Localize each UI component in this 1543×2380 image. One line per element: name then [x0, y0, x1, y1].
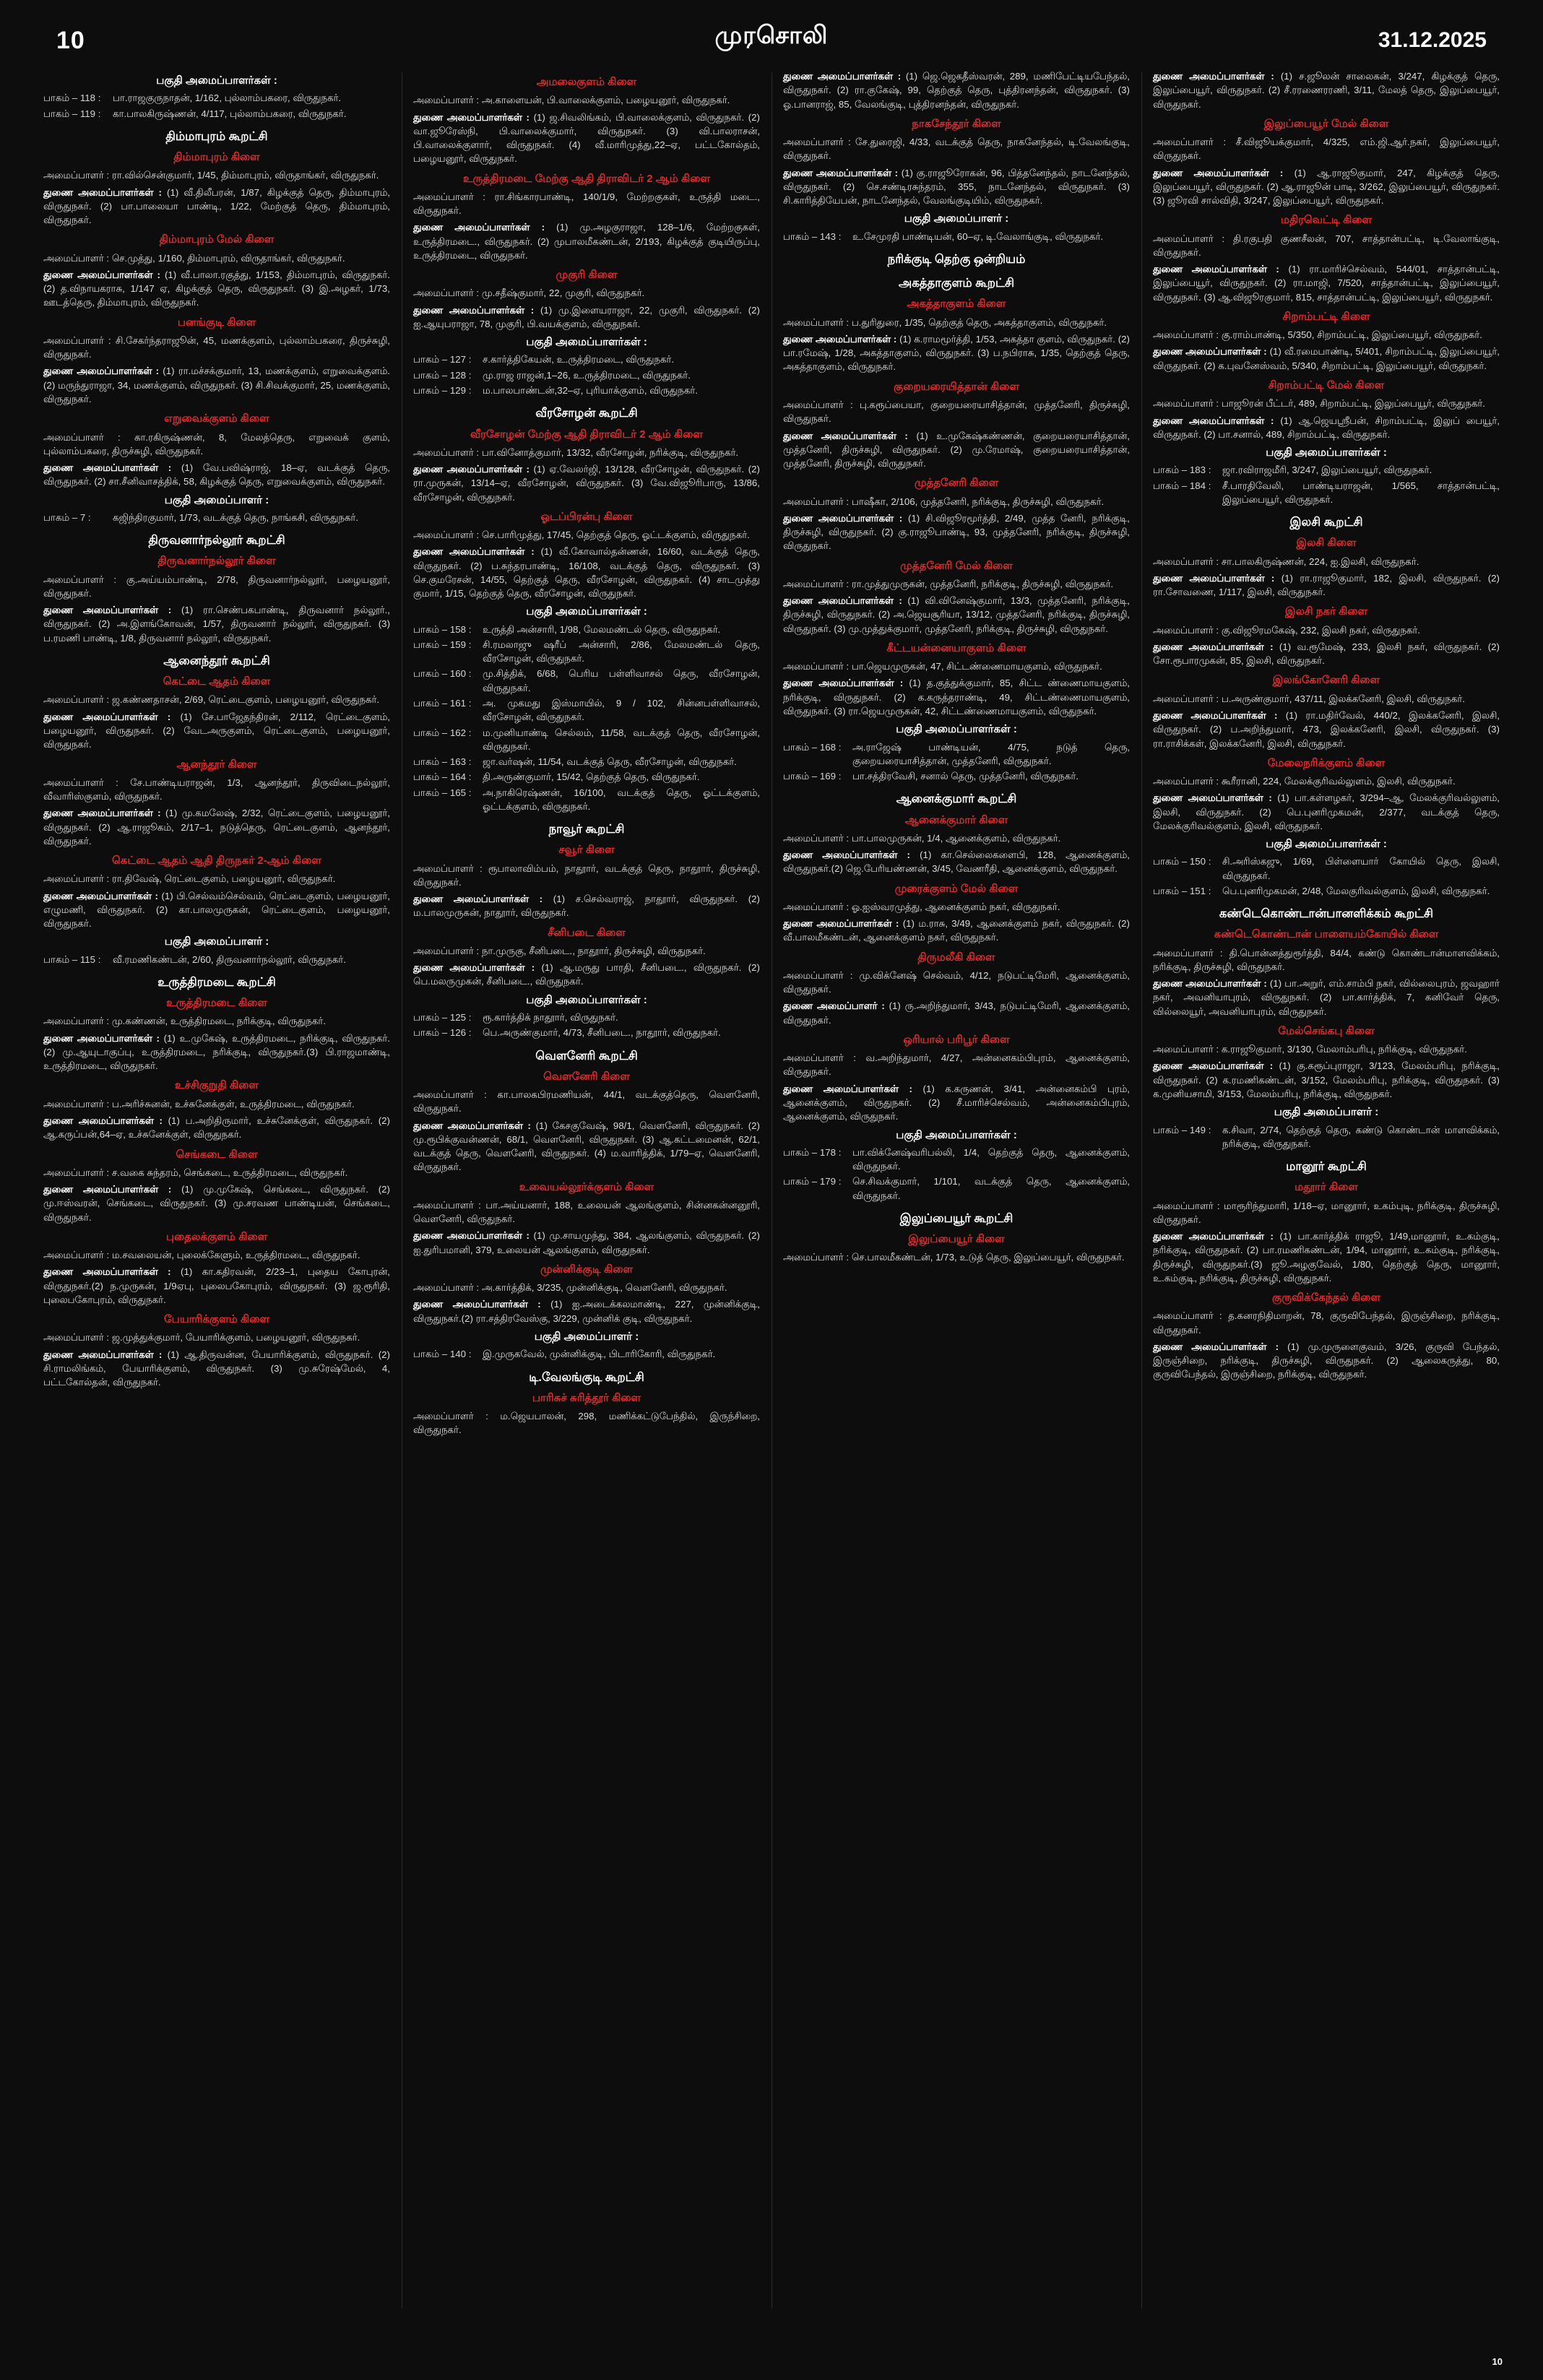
part-organiser-row [1153, 463, 1500, 477]
organiser-paragraph: அமைப்பாளர் : சே.பாண்டியராஜன், 1/3, ஆனந்தூர், திருவிடைநல்லூர், வீவாரிஸ்குளம், விருதுநகர். [43, 776, 390, 802]
part-organiser-name: சி.ரமலாஜு ஷரீப் அன்சாரி, 2/86, மேலமண்டல் தெரு, வீரசோழன், விருதுநகர். [483, 639, 760, 665]
ward-heading: மானூர் கூறட்சி [1286, 1160, 1367, 1174]
part-organiser-row [413, 368, 760, 382]
part-organiser-row [783, 740, 1130, 769]
part-number: பாகம் – 150 : [1153, 856, 1211, 867]
organiser-paragraph: துணை அமைப்பாளர்கள் : (1) வ.ரூமேஷ், 233, இலசி நகர், விருதுநகர். (2) சோ.ரூபாரமுகன், 85, இலசி, விருதுநகர். [1153, 641, 1500, 667]
branch-heading: முகுரி கிளை [556, 269, 618, 282]
part-organiser-name: கஜிந்திரகுமார், 1/73, வடக்குத் தெரு, நாங்கசி, விருதுநகர். [113, 511, 359, 523]
branch-heading: இலுப்பையூர் கிளை [908, 1233, 1005, 1246]
organiser-paragraph: அமைப்பாளர் : மு.விக்னேஷ் செல்வம், 4/12, நடுபட்டிமேரி, ஆனைக்குளம், விருதுநகர். [783, 969, 1130, 995]
part-organiser-row [783, 230, 1130, 243]
branch-heading: இலசி கிளை [1296, 537, 1357, 550]
organiser-paragraph: அமைப்பாளர் : பா.பாலமுருகன், 1/4, ஆனைக்குளம், விருதுநகர். [783, 832, 1061, 844]
branch-heading: வௌனேரி கிளை [543, 1070, 630, 1083]
organiser-paragraph: துணை அமைப்பாளர்கள் : (1) ஆ.ஜெயஸ்ரீபன், சிறாம்பட்டி, இலுப் பையூர், விருதுநகர். (2) பா.சனால், 489, சிறாம்பட்டி, விருதுநகர். [1153, 415, 1500, 440]
ward-heading: அகத்தாகுளம் கூறட்சி [898, 277, 1015, 290]
part-number: பாகம் – 149 : [1153, 1124, 1211, 1135]
organiser-paragraph: அமைப்பாளர் : ரூபாலாவிம்பம், நாதூார், வடக்குத் தெரு, நாதூார், திருச்சுழி, விருதுநகர். [413, 862, 760, 888]
organiser-paragraph: அமைப்பாளர் : ச.வகை சுந்தரம், செங்கடை, உருத்திரமடை, விருதுநகர். [43, 1167, 348, 1178]
organiser-paragraph: அமைப்பாளர் : ம.ஜெயபாலன், 298, மணிக்கட்டுபேந்தில், இருந்சிறை, விருதுநகர். [413, 1411, 760, 1436]
organiser-paragraph: அமைப்பாளர் : அ.கார்த்திக், 3/235, முன்னிக்குடி, வௌனேரி, விருதுநகர். [413, 1282, 727, 1294]
organiser-paragraph: அமைப்பாளர் : வ.அறிந்துமார், 4/27, அன்னைகம்பிபுரம், ஆனைக்குளம், விருதுநகர். [783, 1052, 1130, 1078]
part-number: பாகம் – 162 : [413, 727, 472, 738]
branch-heading: முத்தனேரி மேல் கிளை [900, 559, 1013, 572]
branch-heading: அமலைகுளம் கிளை [536, 76, 637, 88]
part-organiser-name: பெ.அருண்குமார், 4/73, சீனிபடை., நாதூார், விருதுநகர். [483, 1027, 721, 1039]
organiser-paragraph: துணை அமைப்பாளர்கள் : (1) மு.அழகுராஜா, 128–1/6, மேற்றகுகள், உருத்திரமடை., விருதுநகர். (2) முபாலமீகண்டன், 2/193, கிழக்குத் குடியிருப்பு, உருத்திரமடை, விருதுநகர். [413, 222, 760, 261]
branch-heading: மேலைநரிக்குளம் கிளை [1267, 756, 1386, 769]
part-organiser-row [413, 786, 760, 814]
organiser-paragraph: துணை அமைப்பாளர்கள் : (1) பி.செல்வம்செல்வம், ரெட்டைகுளம், பழையனூர், எழுமணி, விருதுநகர். (2) கா.பாலமுருகன், ரெட்டைகுளம், பழையனூர், விருதுநகர். [43, 890, 390, 930]
ward-heading: நாவூர் கூறட்சி [548, 823, 625, 836]
organiser-paragraph: துணை அமைப்பாளர்கள் : (1) உ.முகேஷ்கண்ணன், குறையரையாசித்தான், முத்தனேரி, திருச்சுழி, விருதுநகர். (2) மு.ரேமாஷ், குறையரையாசித்தான், முத்தனேரி, திருச்சுழி, விருதுநகர். [783, 430, 1130, 469]
part-organiser-name: வீ.ரமணிகண்டன், 2/60, திருவனார்நல்லூர், விருதுநகர். [113, 953, 346, 965]
part-organiser-name: மு.சித்திக், 6/68, பெரிய பள்ளிவாசல் தெரு, வீரசோழன், விருதுநகர். [483, 668, 760, 693]
ward-heading: ஆனைந்தூர் கூறட்சி [163, 654, 270, 667]
part-number: பாகம் – 125 : [413, 1011, 472, 1023]
part-organiser-row [1153, 854, 1500, 883]
part-organiser-row [413, 1347, 760, 1361]
part-number: பாகம் – 128 : [413, 369, 472, 381]
part-number: பாகம் – 163 : [413, 756, 472, 768]
part-organiser-name: தி.அருண்குமார், 15/42, தெற்குத் தெரு, விருதுநகர். [483, 771, 700, 783]
organiser-paragraph: அமைப்பாளர் : பா.அய்யனார், 188, உலையன் ஆலங்குளம், சின்னகன்னனூரி, வௌனேரி, விருதுநகர். [413, 1199, 760, 1225]
organiser-paragraph: அமைப்பாளர் : ப.அரிச்சுனன், உச்சுனேக்குள், உருத்திரமடை, விருதுநகர். [43, 1098, 355, 1109]
organiser-paragraph: துணை அமைப்பாளர்கள் : (1) ஆ.மருது பாரதி, சீனிபடை., விருதுநகர். (2) பெ.மலருமுகன், சீனிபடை., விருதுநகர். [413, 962, 760, 987]
part-organiser-row [413, 726, 760, 754]
part-organiser-name: உ.சேமுரதி பாண்டியன், 60–ஏ, டி.வேலாங்குடி, விருதுநகர். [852, 230, 1104, 242]
organiser-paragraph: அமைப்பாளர் : ரா.வில்சென்குமார், 1/45, திம்மாபுரம், விருதாங்கர், விருதுநகர். [43, 170, 379, 181]
section-subheading: பகுதி அமைப்பாளர் : [904, 212, 1009, 225]
branch-heading: சீனிபடை கிளை [548, 926, 626, 939]
part-organiser-row [413, 770, 760, 784]
organiser-paragraph: துணை அமைப்பாளர்கள் : (1) மு.முருளைகுவம், 3/26, குருவி பேந்தல், இருஞ்சிறை, நரிக்குடி, திருச்சுழி, விருதுநகர். (2) ஆலைகருத்து, 80, குருவிபேந்தல், இருஞ்சிறை, நரிக்குடி, விருதுநகர். [1153, 1341, 1500, 1380]
section-subheading: பகுதி அமைப்பாளர்கள் : [1266, 838, 1387, 851]
organiser-paragraph: துணை அமைப்பாளர்கள் : (1) ஆ.திருவன்ன, பேயாரிக்குளம், விருதுநகர். (2) சி.ராமலிங்கம், பேயாரிக்குளம், விருதுநகர். (3) மு.சுரேஷ்மேல், 4, பட்டகோல்தன், விருதுநகர். [43, 1349, 390, 1388]
text-column [402, 69, 772, 2316]
part-number: பாகம் – 158 : [413, 623, 472, 635]
organiser-paragraph: துணை அமைப்பாளர்கள் : (1) கா.கதிரவன், 2/23–1, புதைய கோபுரன், விருதுநகர்.(2) ந.முருகன், 1/9ஏபு, புலைபகோபுரம், விருதுநகர். (3) ஜ.ரூரிதி, புலைபகோபுரம், விருதுநகர். [43, 1266, 390, 1305]
organiser-paragraph: அமைப்பாளர் : க.ராஜூகுமார், 3/130, மேலாம்பரிபு, நரிக்குடி, விருதுநகர். [1153, 1044, 1467, 1055]
part-organiser-name: பெ.புனரிமுகமன், 2/48, மேலகுரிவல்குளம், இலசி, விருதுநகர். [1222, 885, 1490, 896]
organiser-paragraph: அமைப்பாளர் : கா.ரகிருஷ்ணன், 8, மேலத்தெரு, எறுவைக் குளம், புல்லாம்பகரை, திருச்சுழி, விருதுநகர். [43, 431, 390, 456]
part-number: பாகம் – 118 : [43, 92, 101, 104]
branch-heading: குருவிக்கேந்தல் கிளை [1271, 1291, 1381, 1304]
part-number: பாகம் – 165 : [413, 787, 472, 798]
part-organiser-row [783, 1146, 1130, 1174]
organiser-paragraph: துணை அமைப்பாளர்கள் : (1) வீ.பாலா.ரகுத்து, 1/153, திம்மாபுரம், விருதுநகர். (2) த.விநாயகராசு, 1/147 ஏ, கிழக்குத் தெரு, விருதுநகர். (3) இ.அழகர், 1/73, ஊடத்தெரு, திம்மாபுரம், விருதுநகர். [43, 269, 390, 308]
organiser-paragraph: அமைப்பாளர் : சே.துரைஜி, 4/33, வடக்குத் தெரு, நாகனேந்தல், டி.வேலங்குடி, விருதுநகர். [783, 137, 1130, 162]
part-organiser-name: பா.விக்னேஷ்வரிபல்லி, 1/4, தெற்குத் தெரு, ஆனைக்குளம், விருதுநகர். [852, 1146, 1130, 1172]
branch-heading: திம்மாபுரம் கிளை [173, 151, 260, 164]
organiser-paragraph: துணை அமைப்பாளர்கள் : (1) த.குத்துக்குமார், 85, சிட்ட ண்ணைமாயகுளம், நரிக்குடி, விருதுநகர். (2) க.கருத்தராண்டி, 49, சிட்டண்ணைமாயகுளம், விருதுநகர். (3) ரா.ஜெயமுருகன், 42, சிட்டண்ணைமாயகுளம், விருதுநகர். [783, 678, 1130, 717]
part-number: பாகம் – 151 : [1153, 885, 1211, 896]
part-organiser-name: ஜா.ரவிராஜமீரி, 3/247, இலுப்பையூர், விருதுநகர். [1222, 464, 1432, 476]
organiser-paragraph: அமைப்பாளர் : கூரீரானி, 224, மேலக்குரிவல்லுளம், இலசி, விருதுநகர். [1153, 776, 1456, 787]
section-subheading: பகுதி அமைப்பாளர்கள் : [1266, 446, 1387, 459]
organiser-paragraph: துணை அமைப்பாளர்கள் : (1) ப.அறிதிருமார், உச்சுனேக்குள், விருதுநகர். (2) ஆ.கருப்பன்,64–ஏ, உச்சுனேக்குள், விருதுநகர். [43, 1115, 390, 1141]
organiser-paragraph: துணை அமைப்பாளர்கள் : (1) மு.இளையராஜா, 22, முகுரி, விருதுநகர். (2) ஐ.ஆயுபராஜா, 78, முகுரி, பி.வயக்குளம், விருதுநகர். [413, 304, 760, 329]
part-organiser-name: சி.அரிஸ்கஜு, 1/69, பிள்ளையார் கோயில் தெரு, இலசி, விருதுநகர். [1222, 856, 1500, 881]
organiser-paragraph: துணை அமைப்பாளர்கள் : (1) ரா.மச்சக்குமார், 13, மணக்குளம், எறுவைக்குளம். (2) மருந்துராஜா, 34, மணக்குளம், விருதுநகர். (3) சி.சிவக்குமார், 25, மணக்குளம், விருதுநகர். [43, 365, 390, 404]
part-organiser-name: அ.நாகிரெஷ்ணன், 16/100, வடக்குத் தெரு, ஓட்டக்குளம், ஓட்டக்குளம், விருதுநகர். [483, 787, 760, 812]
branch-heading: சிறாம்பட்டி மேல் கிளை [1268, 379, 1385, 391]
branch-heading: சிறாம்பட்டி கிளை [1282, 310, 1370, 323]
part-organiser-name: செ.சிவக்குமார், 1/101, வடக்குத் தெரு, ஆனைக்குளம், விருதுநகர். [852, 1176, 1130, 1201]
ward-heading: இலுப்பையூர் கூறட்சி [899, 1211, 1013, 1225]
organiser-paragraph: அமைப்பாளர் : நா.முருகு, சீனிபடை., நாதூார், திருச்சுழி, விருதுநகர். [413, 945, 706, 956]
branch-heading: முன்னிக்குடி கிளை [540, 1263, 634, 1276]
part-organiser-row [1153, 479, 1500, 507]
organiser-paragraph: அமைப்பாளர் : சி.சேகர்ந்தராஜூன், 45, மணக்குளம், புல்லாம்பகரை, திருச்சுழி, விருதுநகர். [43, 334, 390, 360]
ward-heading: வீரசோழன் கூறட்சி [535, 407, 638, 420]
ward-heading: ஆனைக்குமார் கூறட்சி [896, 792, 1017, 806]
organiser-paragraph: துணை அமைப்பாளர்கள் : (1) ஜ.சிவலிங்கம், பி.வாலைக்குளம், விருதுநகர். (2) வா.ஜூரேஸ்நி, பி.வாலைக்குமார், விருதுநகர். (3) வி.பாலராசன், பி.வாலைக்குளார், விருதுநகர். (4) வீ.மாரிமுத்து,22–ஏ, பட்டகோல்தம், பழையனூர், விருதுநகர். [413, 111, 760, 165]
branch-heading: ஆனைக்குமார் கிளை [904, 813, 1008, 826]
organiser-paragraph: துணை அமைப்பாளர்கள் : (1) ச.ஜூலன் சாலைகன், 3/247, கிழக்குத் தெரு, இலுப்பையூர், விருதுநகர். (2) சீ.ரரணைரரணி, 3/11, மேலத் தெரு, இலுப்பையூர், விருதுநகர். [1153, 71, 1500, 110]
part-organiser-name: சீ.பாரதிவேலி, பாண்டியராஜன், 1/565, சாத்தான்பட்டி, இலுப்பையூர், விருதுநகர். [1222, 480, 1500, 505]
organiser-paragraph: துணை அமைப்பாளர்கள் : (1) கு.கரூப்புராஜா, 3/123, மேலம்பரிபு, நரிக்குடி, விருதுநகர். (2) க.ரமணிகண்டன், 3/152, மேலம்பரிபு, நரிக்குடி, விருதுநகர். (3) க.முனியசாமி, 3/153, மேலம்பரிபு, நரிக்குடி, விருதுநகர். [1153, 1060, 1500, 1100]
article-columns [0, 62, 1543, 2330]
branch-heading: புதைலக்குளம் கிளை [165, 1230, 268, 1243]
ward-heading: இலசி கூறட்சி [1289, 516, 1363, 529]
branch-heading: ஒரியால் பரிபூர் கிளை [903, 1033, 1010, 1046]
part-organiser-name: ச.கார்த்திகேயன், உ.ருத்திரமடை, விருதுநகர். [483, 354, 675, 365]
part-number: பாகம் – 183 : [1153, 464, 1211, 476]
organiser-paragraph: அமைப்பாளர் : ரா.சிங்காரபாண்டி, 140/1/9, மேற்றகுகள், உருத்தி மடை., விருதுநகர். [413, 191, 760, 217]
organiser-paragraph: துணை அமைப்பாளர்கள் : (1) பா.கள்ளழகர், 3/294–ஆ, மேலக்குரிவல்லுளம், இலசி, விருதுநகர். (2) பெ.புனரிமுகமன், 2/377, வடக்குத் தெரு, மேலக்குரிவல்குளம், இலசி, விருதுநகர். [1153, 792, 1500, 831]
branch-heading: கெட்டை ஆதம் கிளை [163, 675, 271, 688]
organiser-paragraph: துணை அமைப்பாளர்கள் : (1) உ.முகேஷ், உருத்திரமடை, நரிக்குடி, விருதுநகர்.(2) மு.ஆயுடாகுப்பு, உருத்திரமடை, நரிக்குடி, விருதுநகர்.(3) பி.ராஜமாண்டி, உருத்திரமடை, விருதுநகர். [43, 1032, 390, 1072]
part-organiser-row [413, 1011, 760, 1024]
branch-heading: திம்மாபுரம் மேல் கிளை [159, 233, 275, 246]
part-number: பாகம் – 126 : [413, 1027, 472, 1039]
ward-heading: திம்மாபுரம் கூறட்சி [165, 129, 268, 143]
ward-heading: நரிக்குடி தெற்கு ஒன்றியம் [887, 252, 1026, 266]
section-subheading: பகுதி அமைப்பாளர்கள் : [896, 1128, 1017, 1141]
organiser-paragraph: துணை அமைப்பாளர்கள் : (1) சி.விஜூரமூர்த்தி, 2/49, முத்த னேரி, நரிக்குடி, திருச்சுழி, விருதுநகர். (2) கு.ராஜூபாண்டி, 93, முத்தனேரி, நரிக்குடி, திருச்சுழி, விருதுநகர். [783, 512, 1130, 552]
section-subheading: பகுதி அமைப்பாளர்கள் : [526, 336, 647, 349]
organiser-paragraph: அமைப்பாளர் : ஓ.ஐஸ்வரமுத்து, ஆனைக்குளம் நகர், விருதுநகர். [783, 901, 1060, 912]
branch-heading: கெட்டை ஆதம் ஆதி திருநகர் 2-ஆம் கிளை [112, 854, 321, 867]
organiser-paragraph: துணை அமைப்பாளர்கள் : (1) ரா.மதிர்வேல், 440/2, இலக்கனேரி, இலசி, விருதுநகர். (2) ப.அறிந்துமார், 473, இலக்கனேரி, இலசி, விருதுநகர். (3) ரா.ராசிக்கள், இலக்கனேரி, இலசி, விருதுநகர். [1153, 709, 1500, 749]
branch-heading: கண்டெகொண்டான் பாளையம்கோயில் கிளை [1214, 928, 1439, 941]
branch-heading: ஆனந்தூர் கிளை [176, 758, 257, 771]
part-organiser-row [413, 755, 760, 769]
part-number: பாகம் – 143 : [783, 230, 842, 242]
section-subheading: பகுதி அமைப்பாளர் : [1274, 1106, 1379, 1119]
organiser-paragraph: துணை அமைப்பாளர்கள் : (1) மு.கமலேஷ், 2/32, ரெட்டைகுளம், பழையனூர், விருதுநகர். (2) ஆ.ராஜூகம், 2/17–1, நடுத்தெரு, ரெட்டைகுளம், ஆனந்தூர், விருதுநகர். [43, 808, 390, 847]
part-number: பாகம் – 7 : [43, 511, 91, 523]
branch-heading: கீட்டயன்னையாகுளம் கிளை [886, 641, 1026, 654]
branch-heading: மதூார் கிளை [1295, 1181, 1358, 1194]
organiser-paragraph: துணை அமைப்பாளர்கள் : (1) பா.அறுர், எம்.சாம்பி நகர், வில்லைபுரம், ஜவஹார் நகர், அவனியாபுரம், விருதுநகர். (2) பா.கார்த்திக், 7, கனிவேர் தெரு, வில்லையூர், அவனியாபுரம், விருதுநகர். [1153, 978, 1500, 1017]
organiser-paragraph: அமைப்பாளர் : செ.பாரிமுத்து, 17/45, தெற்குத் தெரு, ஓட்டக்குளம், விருதுநகர். [413, 529, 750, 541]
organiser-paragraph: அமைப்பாளர் : கு.அய்யம்பாண்டி, 2/78, திருவனார்நல்லூர், பழையனூர், விருதுநகர். [43, 574, 390, 599]
organiser-paragraph: அமைப்பாளர் : கா.பாலகபிரமணியன், 44/1, வடக்குத்தெரு, வௌனேரி, விருதுநகர். [413, 1089, 760, 1115]
branch-heading: குறையரையித்தான் கிளை [894, 380, 1019, 393]
text-column [32, 69, 402, 2316]
part-organiser-row [413, 638, 760, 666]
organiser-paragraph: அமைப்பாளர் : பாஷீகா, 2/106, முத்தனேரி, நரிக்குடி, திருச்சுழி, விருதுநகர். [783, 496, 1105, 507]
organiser-paragraph: துணை அமைப்பாளர்கள் : (1) ம.ராசு, 3/49, ஆனைக்குளம் நகர், விருதுநகர். (2) வீ.பாலமீகண்டன், ஆனைக்குளம் நகர், விருதுநகர். [783, 918, 1130, 943]
organiser-paragraph: துணை அமைப்பாளர்கள் : (1) ஐ.அடைக்கலமாண்டி, 227, முன்னிக்குடி, விருதுநகர்.(2) ரா.சத்திரவேஸ்கு, 3/229, முன்னிக் குடி, விருதுநகர். [413, 1299, 760, 1324]
masthead-title: முரசொலி [714, 22, 829, 49]
branch-heading: மதிரவெட்டி கிளை [1280, 214, 1373, 227]
part-organiser-name: அ.ராஜேஷ் பாண்டியன், 4/75, நடுத் தெரு, குறையரையாசித்தான், முத்தனேரி, விருதுநகர். [852, 741, 1130, 766]
part-number: பாகம் – 161 : [413, 697, 472, 709]
text-column [772, 69, 1141, 2316]
organiser-paragraph: துணை அமைப்பாளர்கள் : (1) ரா.மாரிச்செல்வம், 544/01, சாத்தான்பட்டி, இலுப்பையூர், விருதுநகர். (2) ரா.மாஜி, 7/520, சாத்தான்பட்டி, இலுப்பையூர், விருதுநகர். (3) ஆ.விஜூரகுமார், 815, சாத்தான்பட்டி, இலுப்பையூர், விருதுநகர். [1153, 264, 1500, 303]
ward-heading: கண்டெகொண்டான்பானளிக்கம் கூறட்சி [1219, 907, 1434, 921]
organiser-paragraph: துணை அமைப்பாளர்கள் : (1) கா.செல்லைகளைபி, 128, ஆனைக்குளம், விருதுநகர்.(2) ஜெ.பேரியண்ணன், 3/45, வேணரீதி, ஆனைக்குளம், விருதுநகர். [783, 849, 1130, 875]
part-number: பாகம் – 129 : [413, 384, 472, 396]
part-organiser-row [43, 91, 390, 105]
organiser-paragraph: துணை அமைப்பாளர்கள் : (1) பா.கார்த்திக் ராஜூ, 1/49,மானூார், உ.கம்குடி, நரிக்குடி, விருதுநகர். (2) பா.ரமணிகண்டன், 1/94, மானூார், உ.கம்குடி, நரிக்குடி, திருச்சுழி, விருதுநகர்.(3) ஜூ.அழகுவேல், 1/80, தெற்குத் தெரு, மானூார், உ.கம்குடி, நரிக்குடி, திருச்சுழி, விருதுநகர். [1153, 1231, 1500, 1284]
part-organiser-row [783, 1174, 1130, 1203]
ward-heading: டி.வேலங்குடி கூறட்சி [529, 1370, 644, 1384]
part-number: பாகம் – 168 : [783, 741, 842, 753]
branch-heading: எறுவைக்குளம் கிளை [164, 412, 269, 425]
organiser-paragraph: துணை அமைப்பாளர்கள் : (1) கு.ராஜூரோகன், 96, பித்தனேந்தல், நாடனேந்தல், விருதுநகர். (2) செ.சண்டிரசுந்தரம், 355, நாடனேந்தல், விருதுநகர். (3) சி.காரித்தியேபன், நாடனேந்தல், வேலங்குடியிம், விருதுநகர். [783, 167, 1130, 207]
organiser-paragraph: அமைப்பாளர் : அ.காளையன், பி.வாலைக்குளம், பழையனூர், விருதுநகர். [413, 95, 730, 106]
ward-heading: திருவனார்நல்லூர் கூறட்சி [148, 534, 285, 548]
section-subheading: பகுதி அமைப்பாளர் : [164, 935, 269, 948]
masthead [0, 0, 1543, 62]
branch-heading: இலுப்பையூர் மேல் கிளை [1263, 117, 1389, 130]
organiser-paragraph: துணை அமைப்பாளர்கள் : (1) ஏ.வேலர்ஜி, 13/128, வீரசோழன், விருதுநகர். (2) ரா.முருகன், 13/14–ஏ, வீரசோழன், விருதுநகர். (3) வே.விஜூரிபாரு, 13/86, வீரசோழன், விருதுநகர். [413, 464, 760, 503]
part-number: பாகம் – 119 : [43, 108, 101, 119]
branch-heading: ஓடப்பிரன்பு கிளை [540, 510, 633, 523]
part-number: பாகம் – 179 : [783, 1176, 842, 1187]
part-number: பாகம் – 115 : [43, 953, 101, 965]
organiser-paragraph: அமைப்பாளர் : பாஜூரன் பீட்டர், 489, சிறாம்பட்டி, இலுப்பையூர், விருதுநகர். [1153, 398, 1486, 410]
organiser-paragraph: துணை அமைப்பாளர்கள் : (1) வி.வினேஷ்குமார், 13/3, முத்தனேரி, நரிக்குடி, திருச்சுழி, விருதுநகர். (2) அ.ஜெயசூரியா, 13/12, முத்தனேரி, நரிக்குடி, திருச்சுழி, விருதுநகர். (3) மு.முத்துக்குமார், முத்தனேரி, நரிக்குடி, திருச்சுழி, விருதுநகர். [783, 595, 1130, 634]
branch-heading: நாகசேந்தூர் கிளை [912, 117, 1001, 130]
branch-heading: உருத்திரமடை கிளை [166, 997, 267, 1010]
organiser-paragraph: அமைப்பாளர் : சா.பாலகிருஷ்ணன், 224, ஐ.இலசி, விருதுநகர். [1153, 555, 1419, 567]
organiser-paragraph: அமைப்பாளர் : கு.ராம்பாண்டி, 5/350, சிறாம்பட்டி, இலுப்பையூர், விருதுநகர். [1153, 329, 1482, 341]
part-organiser-row [413, 384, 760, 397]
part-organiser-name: பா.சத்திரவேசி, சனால் தெரு, முத்தனேரி, விருதுநகர். [852, 771, 1079, 782]
branch-heading: பாரிசுச் சுரித்தூர் கிளை [532, 1391, 641, 1404]
part-organiser-row [43, 511, 390, 524]
section-subheading: பகுதி அமைப்பாளர் : [164, 493, 269, 506]
section-subheading: பகுதி அமைப்பாளர்கள் : [526, 605, 647, 618]
organiser-paragraph: துணை அமைப்பாளர்கள் : (1) மு.முகேஷ், செங்கடை, விருதுநகர். (2) மு.ஈஸ்வரன், செங்கடை, விருதுநகர். (3) மு.சரவண பாண்டியன், செங்கடை, விருதுநகர். [43, 1184, 390, 1223]
organiser-paragraph: துணை அமைப்பாளர்கள் : (1) ஜெ.ஜெகதீஸ்வரன், 289, மணிபேட்டியபேந்தல், விருதுநகர். (2) ரா.குகேஷ், 99, தெற்குத் தெரு, புத்திரனந்தன், விருதுநகர். (3) ஓ.பானராஜ், 85, வேலங்குடி, புத்திரனந்தன், விருதுநகர். [783, 71, 1130, 110]
part-organiser-name: உருத்தி அன்சாரி, 1/98, மேலமண்டல் தெரு, விருதுநகர். [483, 623, 721, 635]
part-organiser-name: கா.பாலகிருஷ்ணன், 4/117, புல்லாம்பகரை, விருதுநகர். [113, 108, 347, 119]
part-organiser-row [413, 352, 760, 366]
part-organiser-name: மு.ராஜ ராஜன்,1–26, உ.ருத்திரமடை, விருதுநகர். [483, 369, 691, 381]
organiser-paragraph: துணை அமைப்பாளர்கள் : (1) வே.பவிஷ்ராஜ், 18–ஏ, வடக்குத் தெரு, விருதுநகர். (2) சா.சீனிவாசத்திக், 58, கிழக்குத் தெரு, எறுவைக்குளம், விருதுநகர். [43, 462, 390, 488]
organiser-paragraph: துணை அமைப்பாளர்கள் : (1) க.கருணன், 3/41, அன்னைகம்பி புரம், ஆனைக்குளம், விருதுநகர். (2) சீ.மாரிச்செல்வம், அன்னைகம்பிபுரம், ஆனைக்குளம், விருதுநகர். [783, 1083, 1130, 1122]
organiser-paragraph: அமைப்பாளர் : ஜ.முத்துக்குமார், பேயாரிக்குளம், பழையனூர், விருதுநகர். [43, 1332, 360, 1343]
part-organiser-name: இ.முருகவேல், முன்னிக்குடி, பிடாரிகோரி, விருதுநகர். [483, 1349, 716, 1360]
branch-heading: உவையல்லூர்க்குளம் கிளை [519, 1180, 654, 1193]
organiser-paragraph: அமைப்பாளர் : சீ.விஜூயக்குமார், 4/325, எம்.ஜி.ஆர்.நகர், இலுப்பையூர், விருதுநகர். [1153, 137, 1500, 162]
section-subheading: பகுதி அமைப்பாளர்கள் : [156, 74, 277, 87]
branch-heading: பனங்குடி கிளை [177, 316, 256, 329]
page-number-bottom: 10 [1492, 2356, 1503, 2367]
part-organiser-name: பா.ராஜகுருநாதன், 1/162, புல்லாம்பகரை, விருதுநகர். [113, 92, 342, 104]
organiser-paragraph: அமைப்பாளர் : ரா.திவேஷ், ரெட்டைகுளம், பழையனூர், விருதுநகர். [43, 873, 336, 885]
organiser-paragraph: அமைப்பாளர் : பா.வினோத்குமார், 13/32, வீரசோழன், நரிக்குடி, விருதுநகர். [413, 446, 739, 458]
branch-heading: வீரசோழன் மேற்கு ஆதி திராவிடர் 2 ஆம் கிளை [470, 428, 704, 441]
branch-heading: உச்சிகுறுதி கிளை [175, 1079, 259, 1092]
part-organiser-row [1153, 1123, 1500, 1151]
section-subheading: பகுதி அமைப்பாளர் : [534, 1330, 639, 1343]
organiser-paragraph: அமைப்பாளர் : மு.சதீஷ்குமார், 22, முகுரி, விருதுநகர். [413, 287, 645, 299]
part-organiser-name: ஜா.வர்ஷன், 11/54, வடக்குத் தெரு, வீரசோழன், விருதுநகர். [483, 756, 737, 768]
part-organiser-row [413, 667, 760, 695]
organiser-paragraph: துணை அமைப்பாளர்கள் : (1) வீ.திலீபரன், 1/87, கிழக்குத் தெரு, திம்மாபுரம், விருதுநகர். (2) பா.பாலையா பாண்டி, 1/22, மேற்குத் தெரு, திம்மாபுரம், விருதுநகர். [43, 186, 390, 226]
organiser-paragraph: துணை அமைப்பாளர்கள் : (1) ஆ.ராஜூகுமார், 247, கிழக்குத் தெரு, இலுப்பையூர், விருதுநகர். (2) ஆ.ராஜூன் பாடி, 3/262, இலுப்பையூர், விருதுநகர். (3) ஜூரவி சால்விதி, 3/247, இலுப்பையூர், விருதுநகர். [1153, 167, 1500, 207]
organiser-paragraph: துணை அமைப்பாளர்கள் : (1) ரா.செண்பகபாண்டி, திருவனார் நல்லூர்., விருதுநகர். (2) அ.இளங்கோவன், 1/57, திருவனார் நல்லூர், விருதுநகர். (3) ப.ரமணி பாண்டி, 1/8, திருவனார் நல்லூர், விருதுநகர். [43, 605, 390, 644]
branch-heading: முத்தனேரி கிளை [914, 477, 999, 490]
part-organiser-row [1153, 884, 1500, 898]
part-organiser-name: ம.பாலபாண்டன்,32–ஏ, புரியாக்குளம், விருதுநகர். [483, 384, 698, 396]
organiser-paragraph: துணை அமைப்பாளர்கள் : (1) சே.பாஜேதந்திரன், 2/112, ரெட்டைகுளம், பழையனூர், விருதுநகர். (2) வேடஅருகுளம், ரெட்டைகுளம், பழையனூர், விருதுநகர். [43, 711, 390, 750]
branch-heading: உருத்திரமடை மேற்கு ஆதி திராவிடர் 2 ஆம் கிளை [462, 172, 711, 185]
organiser-paragraph: துணை அமைப்பாளர்கள் : (1) க.ராமமூர்த்தி, 1/53, அகத்தா குளம், விருதுநகர். (2) பா.ரமேஷ், 1/28, அகத்தாகுளம், விருதுநகர். (3) ப.நபிராசு, 1/35, தெற்குத் தெரு, அகத்தாகுளம், விருதுநகர். [783, 333, 1130, 373]
organiser-paragraph: அமைப்பாளர் : த.கனரநிதிமாறன், 78, குருவிபேந்தல், இருஞ்சிறை, நரிக்குடி, விருதுநகர். [1153, 1310, 1500, 1336]
organiser-paragraph: அமைப்பாளர் : தி.பொன்னத்துரூர்த்தி, 84/4, கண்டு கொண்டான்மாளவிக்கம், நரிக்குடி, திருச்சுழி, விருதுநகர். [1153, 947, 1500, 972]
part-organiser-row [43, 107, 390, 121]
organiser-paragraph: துணை அமைப்பாளர்கள் : (1) மு.சாயமுந்து, 384, ஆலங்குளம், விருதுநகர். (2) ஐ.துரிபமானி, 379, உலையன் ஆலங்குளம், விருதுநகர். [413, 1230, 760, 1255]
part-number: பாகம் – 164 : [413, 771, 472, 783]
organiser-paragraph: துணை அமைப்பாளர் : (1) ரு.அறிந்துமார், 3/43, நடுபட்டிமேரி, ஆனைக்குளம், விருதுநகர். [783, 1000, 1131, 1026]
branch-heading: இலசி நகர் கிளை [1284, 605, 1368, 618]
part-number: பாகம் – 160 : [413, 668, 472, 680]
part-number: பாகம் – 159 : [413, 639, 472, 650]
part-organiser-row [413, 696, 760, 724]
organiser-paragraph: துணை அமைப்பாளர்கள் : (1) ச.செல்வராஜ், நாதூார், விருதுநகர். (2) ம.பாலமுருகன், நாதூார், விருதுநகர். [413, 893, 760, 919]
branch-heading: மேல்செங்கபு கிளை [1278, 1024, 1375, 1037]
organiser-paragraph: துணை அமைப்பாளர்கள் : (1) ரா.ராஜூகுமார், 182, இலசி, விருதுநகர். (2) ரா.சோவணை, 1/117, இலசி, விருதுநகர். [1153, 572, 1500, 598]
organiser-paragraph: துணை அமைப்பாளர்கள் : (1) வீ.ரமைபாண்டி, 5/401, சிறாம்பட்டி, இலுப்பையூர், விருதுநகர். (2) க.புவனேஸ்வம், 5/340, சிறாம்பட்டி, இலுப்பையூர், விருதுநகர். [1153, 346, 1500, 371]
text-column [1141, 69, 1511, 2316]
part-organiser-row [43, 953, 390, 966]
organiser-paragraph: அமைப்பாளர் : கு.விஜூரமகேஷ், 232, இலசி நகர், விருதுநகர். [1153, 624, 1421, 636]
part-number: பாகம் – 140 : [413, 1349, 472, 1360]
part-organiser-name: ம.முனியாண்டி செல்லம், 11/58, வடக்குத் தெரு, வீரசோழன், விருதுநகர். [483, 727, 760, 752]
organiser-paragraph: துணை அமைப்பாளர்கள் : (1) கேசகுவேஷ், 98/1, வௌனேரி, விருதுநகர். (2) மு.ரூபிக்குவன்ணன், 68/1, வௌனேரி, விருதுநகர். (3) ஆ.கட்டமைனன், 62/1, வடக்குத் தெரு, வௌனேரி, விருதுநகர். (4) ம.வாரித்திக், 1/79–ஏ, வௌனேரி, விருதுநகர். [413, 1120, 760, 1173]
branch-heading: சவூர் கிளை [558, 844, 615, 857]
section-subheading: பகுதி அமைப்பாளர்கள் : [896, 723, 1017, 736]
part-organiser-row [413, 623, 760, 636]
branch-heading: திருவனார்நல்லூர் கிளை [157, 555, 276, 568]
organiser-paragraph: அமைப்பாளர் : பு.கரூப்பையா, குறையரையாசித்தான், முத்தனேரி, திருச்சுழி, விருதுநகர். [783, 399, 1130, 425]
part-organiser-row [783, 769, 1130, 783]
part-number: பாகம் – 178 : [783, 1146, 842, 1158]
ward-heading: உருத்திரமடை கூறட்சி [157, 975, 276, 989]
section-subheading: பகுதி அமைப்பாளர்கள் : [526, 993, 647, 1006]
organiser-paragraph: அமைப்பாளர் : ப.துரிதுரை, 1/35, தெற்குத் தெரு, அகத்தாகுளம், விருதுநகர். [783, 316, 1107, 328]
branch-heading: முரைக்குளம் மேல் கிளை [894, 882, 1019, 895]
ward-heading: வௌனேரி கூறட்சி [535, 1049, 638, 1063]
part-organiser-name: ரூ.கார்த்திக் நாதூார், விருதுநகர். [483, 1011, 618, 1023]
organiser-paragraph: அமைப்பாளர் : செ.பாலமீகண்டன், 1/73, உடுத் தெரு, இலுப்பையூர், விருதுநகர். [783, 1252, 1125, 1263]
part-number: பாகம் – 127 : [413, 354, 472, 365]
masthead-date: 31.12.2025 [1378, 28, 1487, 52]
organiser-paragraph: அமைப்பாளர் : மாரூரிந்துமாரி, 1/18–ஏ, மானூார், உகம்புடி, நரிக்குடி, திருச்சுழி, விருதுநகர். [1153, 1200, 1500, 1225]
branch-heading: பேயாரிக்குளம் கிளை [164, 1313, 269, 1326]
organiser-paragraph: அமைப்பாளர் : பா.ஜெயமுருகன், 47, சிட்டண்ணைமாயகுளம், விருதுநகர். [783, 661, 1102, 672]
organiser-paragraph: துணை அமைப்பாளர்கள் : (1) வீ.கோவால்தன்ணன், 16/60, வடக்குத் தெரு, விருதுநகர். (2) ப.சுந்தரபாண்டி, 16/108, வடக்குத் தெரு, விருதுநகர். (3) செ.குமரேசன், 14/55, தெற்குத் தெரு, வீரசோழன், விருதுநகர். (4) சாடமுத்து குமார், 1/15, தெற்குத் தெரு, வீரசோழன், விருதுநகர். [413, 546, 760, 600]
part-organiser-row [413, 1026, 760, 1039]
branch-heading: இலங்கோனேரி கிளை [1272, 674, 1380, 687]
organiser-paragraph: அமைப்பாளர் : ரா.முத்துமுருகன், முத்தனேரி, நரிக்குடி, திருச்சுழி, விருதுநகர். [783, 578, 1114, 589]
branch-heading: அகத்தாகுளம் கிளை [907, 298, 1006, 311]
organiser-paragraph: அமைப்பாளர் : ஜ.கண்ணதாசன், 2/69, ரெட்டைகுளம், பழையனூர், விருதுநகர். [43, 694, 380, 706]
organiser-paragraph: அமைப்பாளர் : ப.அருண்குமார், 437/11, இலக்கனேரி, இலசி, விருதுநகர். [1153, 693, 1465, 704]
part-organiser-name: க.சிவா, 2/74, தெற்குத் தெரு, கண்டு கொண்டான் மாளவிக்கம், நரிக்குடி, விருதுநகர். [1222, 1124, 1500, 1149]
organiser-paragraph: அமைப்பாளர் : மு.கண்ணன், உருத்திரமடை, நரிக்குடி, விருதுநகர். [43, 1016, 326, 1027]
organiser-paragraph: அமைப்பாளர் : செ.முத்து, 1/160, திம்மாபுரம், விருதாங்கர், விருதுநகர். [43, 252, 345, 264]
part-number: பாகம் – 169 : [783, 771, 842, 782]
branch-heading: திருமலீகி கிளை [917, 951, 995, 964]
part-number: பாகம் – 184 : [1153, 480, 1211, 491]
branch-heading: செங்கடை கிளை [176, 1148, 258, 1161]
part-organiser-name: அ. முகமது இஸ்மாயில், 9 / 102, சின்னபள்ளிவாசல், வீரசோழன், விருதுநகர். [483, 697, 760, 723]
page-number-top: 10 [56, 26, 85, 54]
organiser-paragraph: அமைப்பாளர் : ம.சவலையன், புலைக்கேளும், உருத்திரமடை, விருதுநகர். [43, 1250, 360, 1261]
organiser-paragraph: அமைப்பாளர் : தி.ரகுபதி குணசீலன், 707, சாத்தான்பட்டி, டி.வேலாங்குடி, விருதுநகர். [1153, 233, 1500, 258]
